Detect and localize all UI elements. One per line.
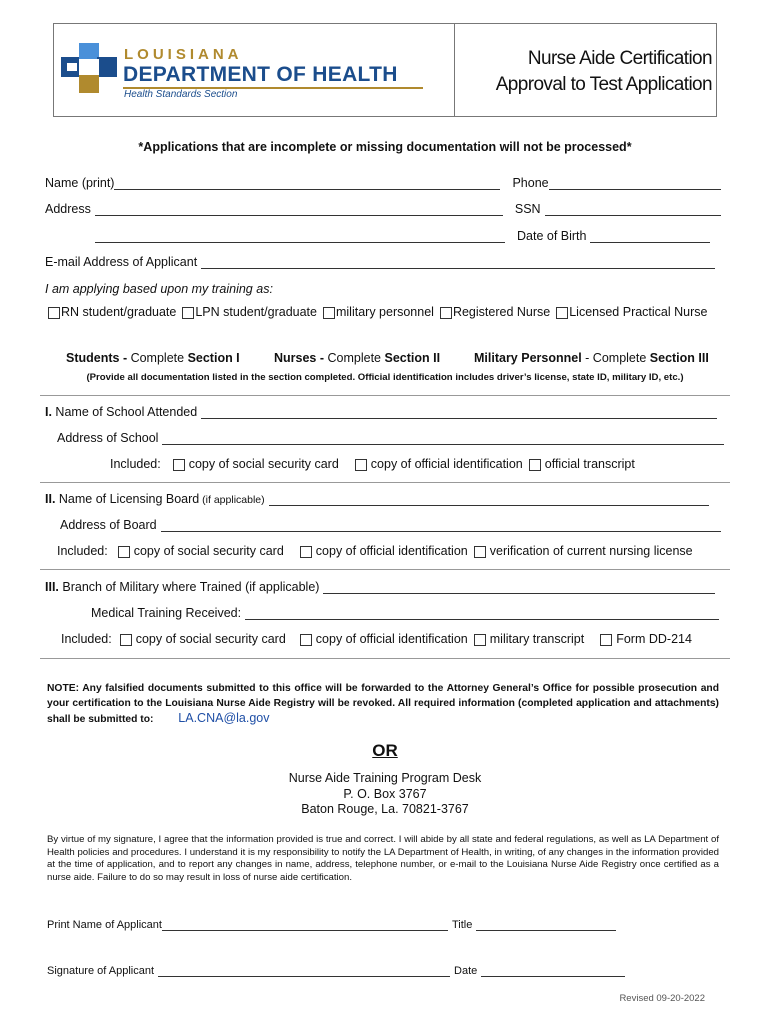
s1-official-id-checkbox[interactable]: [355, 459, 367, 471]
board-note: (if applicable): [199, 494, 265, 506]
board-address-label: Address of Board: [60, 518, 157, 532]
military-personnel-label: military personnel: [335, 305, 434, 319]
military-guide-section: Section III: [649, 351, 709, 365]
logo-department-text: DEPARTMENT OF HEALTH: [123, 63, 398, 86]
section1-included-label: Included:: [110, 457, 161, 471]
students-guide: [66, 351, 240, 365]
s3-military-transcript-checkbox[interactable]: [474, 634, 486, 646]
falsification-note: [47, 681, 719, 727]
students-guide-section: Section I: [187, 351, 240, 365]
name-field[interactable]: [114, 178, 500, 190]
email-field[interactable]: [201, 257, 715, 269]
board-label: Name of Licensing Board: [55, 492, 200, 506]
school-field[interactable]: [201, 407, 717, 419]
falsification-note-text: NOTE: Any falsified documents submitted to this office will be forwarded to the Attorney General’s Office for possible prosecution and your certification to the Louisiana Nurse Aide Registry will be revoked. All required information (completed application and attachments) shall be submitted to:: [47, 683, 719, 725]
address-line2-row: [95, 229, 710, 243]
title-label: Title: [451, 919, 473, 931]
school-address-field[interactable]: [162, 433, 724, 445]
training-prompt: I am applying based upon my training as:: [45, 282, 273, 296]
mailing-line1: Nurse Aide Training Program Desk: [288, 771, 482, 785]
s1-transcript-checkbox[interactable]: [529, 459, 541, 471]
school-address-label: Address of School: [57, 431, 159, 445]
section-separator: [40, 569, 730, 570]
rn-student-checkbox[interactable]: [48, 307, 60, 319]
s2-official-id-checkbox[interactable]: [300, 546, 312, 558]
s3-ssn-card-checkbox[interactable]: [120, 634, 132, 646]
address-field[interactable]: [95, 204, 503, 216]
health-cross-logo-icon: [61, 43, 117, 93]
nurses-guide-section: Section II: [384, 351, 441, 365]
signature-label: Signature of Applicant: [47, 965, 155, 977]
s1-official-id-label: copy of official identification: [370, 457, 523, 471]
s2-license-verification-label: verification of current nursing license: [489, 544, 693, 558]
header-divider: [454, 24, 455, 116]
section3-included-label: Included:: [61, 632, 112, 646]
s3-dd214-label: Form DD-214: [616, 632, 692, 646]
military-guide: [474, 351, 709, 365]
or-divider: OR: [372, 741, 398, 760]
mailing-line2: P. O. Box 3767: [343, 786, 427, 801]
address-row: [45, 202, 721, 216]
print-name-row: [47, 919, 616, 931]
s1-ssn-card-label: copy of social security card: [188, 457, 339, 471]
address-line2-field[interactable]: [95, 231, 505, 243]
phone-label: Phone: [512, 176, 549, 190]
submission-email-link[interactable]: LA.CNA@la.gov: [178, 711, 270, 725]
s1-transcript-label: official transcript: [544, 457, 635, 471]
s2-ssn-card-checkbox[interactable]: [118, 546, 130, 558]
students-guide-bold: Students -: [66, 351, 128, 365]
section-separator: [40, 395, 730, 396]
section-separator: [40, 482, 730, 483]
title-field[interactable]: [476, 919, 616, 931]
medical-label: Medical Training Received:: [91, 606, 242, 620]
lpn-student-checkbox[interactable]: [182, 307, 194, 319]
incomplete-warning: *Applications that are incomplete or missing documentation will not be processed*: [138, 140, 632, 154]
branch-label: Branch of Military where Trained (if applicable): [58, 580, 320, 594]
email-row: [45, 255, 715, 269]
mailing-address: [0, 771, 770, 818]
documentation-note: (Provide all documentation listed in the section completed. Official identification includes driver’s license, state ID, military ID, etc.): [86, 372, 684, 383]
students-guide-text: Complete: [127, 351, 188, 365]
logo-section-text: Health Standards Section: [124, 89, 238, 100]
print-name-label: Print Name of Applicant: [47, 919, 162, 931]
date-field[interactable]: [481, 965, 625, 977]
rn-student-label: RN student/graduate: [61, 305, 177, 319]
section2-included-row: [57, 544, 693, 558]
date-label: Date: [454, 965, 478, 977]
form-title-line2: Approval to Test Application: [495, 74, 712, 95]
lpn-student-label: LPN student/graduate: [195, 305, 317, 319]
branch-field[interactable]: [323, 582, 715, 594]
name-label: Name (print): [45, 176, 115, 190]
attestation-text: By virtue of my signature, I agree that the information provided is true and correct. I will abide by all state and federal regulations, as well as LA Department of Health policies and procedures. I understand it is my responsibility to notify the LA Department of Health, in writing, of any changes in the information provided at the time of application, and to report any changes in name, address, telephone number, or e-mail to the Louisiana Nurse Aide Registry once certified as a nurse aide. Failure to do so may result in loss of nurse aide certification.: [47, 834, 719, 883]
nurses-guide: [274, 351, 440, 365]
s3-military-transcript-label: military transcript: [489, 632, 585, 646]
print-name-field[interactable]: [162, 919, 448, 931]
section3-included-row: [61, 632, 692, 646]
registered-nurse-label: Registered Nurse: [452, 305, 551, 319]
training-options-row: [42, 305, 707, 319]
school-label: Name of School Attended: [51, 405, 198, 419]
form-title-line1: Nurse Aide Certification: [527, 48, 712, 69]
s2-official-id-label: copy of official identification: [315, 544, 468, 558]
s3-ssn-card-label: copy of social security card: [135, 632, 286, 646]
s3-dd214-checkbox[interactable]: [600, 634, 612, 646]
medical-row: [91, 606, 719, 620]
email-label: E-mail Address of Applicant: [45, 255, 198, 269]
header-box: [53, 23, 717, 117]
section-separator: [40, 658, 730, 659]
signature-row: [47, 965, 625, 977]
section1-numeral: I.: [45, 405, 52, 419]
s1-ssn-card-checkbox[interactable]: [173, 459, 185, 471]
board-row: [45, 492, 709, 506]
section2-numeral: II.: [45, 492, 56, 506]
address-label: Address: [45, 202, 91, 216]
nurses-guide-bold: Nurses -: [274, 351, 325, 365]
phone-field[interactable]: [549, 178, 721, 190]
medical-field[interactable]: [245, 608, 719, 620]
ssn-label: SSN: [514, 202, 541, 216]
dob-label: Date of Birth: [517, 229, 587, 243]
dob-field[interactable]: [590, 231, 710, 243]
school-address-row: [57, 431, 724, 445]
s2-ssn-card-label: copy of social security card: [133, 544, 284, 558]
s2-license-verification-checkbox[interactable]: [474, 546, 486, 558]
s3-official-id-checkbox[interactable]: [300, 634, 312, 646]
registered-nurse-checkbox[interactable]: [440, 307, 452, 319]
logo-state-text: LOUISIANA: [124, 46, 243, 63]
ssn-field[interactable]: [545, 204, 721, 216]
signature-field[interactable]: [158, 965, 450, 977]
nurses-guide-text: Complete: [324, 351, 385, 365]
name-row: [45, 176, 721, 190]
mailing-line3: Baton Rouge, La. 70821-3767: [301, 802, 469, 816]
branch-row: [45, 580, 715, 594]
section2-included-label: Included:: [57, 544, 108, 558]
section1-included-row: [110, 457, 635, 471]
military-personnel-checkbox[interactable]: [323, 307, 335, 319]
military-guide-bold: Military Personnel: [474, 351, 582, 365]
revision-date: Revised 09-20-2022: [619, 993, 705, 1004]
lpn-checkbox[interactable]: [556, 307, 568, 319]
military-guide-text: - Complete: [581, 351, 650, 365]
s3-official-id-label: copy of official identification: [315, 632, 468, 646]
section3-numeral: III.: [45, 580, 59, 594]
board-address-row: [60, 518, 721, 532]
school-row: [45, 405, 717, 419]
board-address-field[interactable]: [161, 520, 721, 532]
board-field[interactable]: [269, 494, 709, 506]
lpn-label: Licensed Practical Nurse: [569, 305, 708, 319]
